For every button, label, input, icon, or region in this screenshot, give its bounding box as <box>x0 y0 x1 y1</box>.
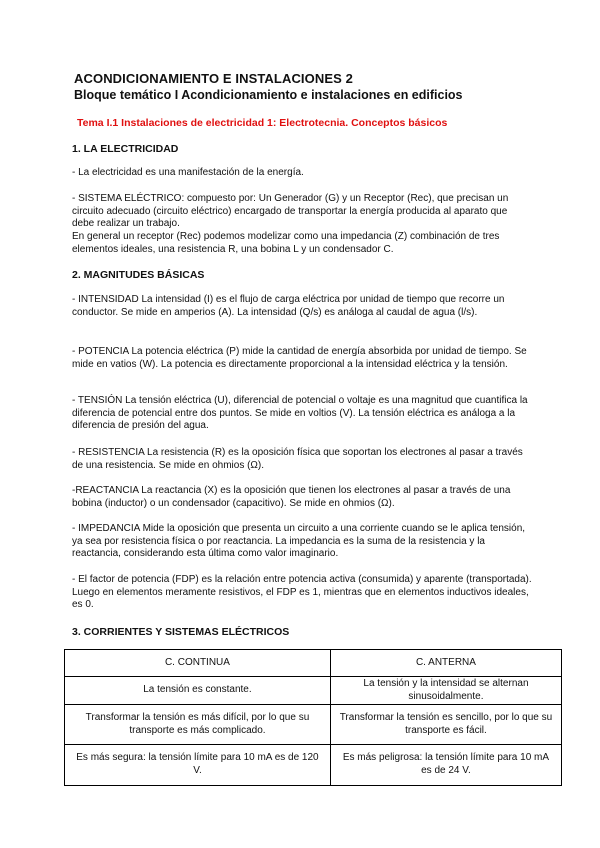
section-2-heading: 2. MAGNITUDES BÁSICAS <box>72 269 205 281</box>
table-row <box>65 745 562 786</box>
table-cell: La tensión y la intensidad se alternan sinusoidalmente. <box>330 677 561 705</box>
table-cell: Transformar la tensión es más difícil, por lo que su transporte es más complicado. <box>65 705 331 745</box>
paragraph-receptor: En general un receptor (Rec) podemos modelizar como una impedancia (Z) combinación de tres elementos ideales, una resistencia R, una bobina L y un condensador C. <box>72 231 500 255</box>
table-cell: Es más peligrosa: la tensión límite para 10 mA es de 24 V. <box>330 745 561 786</box>
document-title: ACONDICIONAMIENTO E INSTALACIONES 2 <box>74 71 353 86</box>
paragraph-impedancia: - IMPEDANCIA Mide la oposición que presenta un circuito a una corriente cuando se le aplica tensión, ya sea por resistencia física o por reactancia. La impedancia es la suma de la resistencia y la reactancia, considerando esta última como valor imaginario. <box>72 523 526 560</box>
section-1-heading: 1. LA ELECTRICIDAD <box>72 143 179 155</box>
paragraph-electricidad: - La electricidad es una manifestación de la energía. <box>72 167 304 178</box>
table-header-cell: C. CONTINUA <box>65 650 331 677</box>
paragraph-sistema-electrico: - SISTEMA ELÉCTRICO: compuesto por: Un Generador (G) y un Receptor (Rec), que precisan un circuito adecuado (circuito eléctrico) encargado de transportar la energía producida al aparato que debe realizar un trabajo. <box>72 193 509 230</box>
paragraph-potencia: - POTENCIA La potencia eléctrica (P) mide la cantidad de energía absorbida por unidad de tiempo. Se mide en vatios (W). La potencia es directamente proporcional a la intensidad eléctrica y la tensión. <box>72 346 527 370</box>
table-header-row <box>65 650 562 677</box>
paragraph-resistencia: - RESISTENCIA La resistencia (R) es la oposición física que soportan los electrones al pasar a través de una resistencia. Se mide en ohmios (Ω). <box>72 447 523 471</box>
topic-title: Tema I.1 Instalaciones de electricidad 1: Electrotecnia. Conceptos básicos <box>77 117 448 129</box>
table-row <box>65 677 562 705</box>
table-row <box>65 705 562 745</box>
comparison-table <box>64 649 562 786</box>
paragraph-factor-potencia: - El factor de potencia (FDP) es la relación entre potencia activa (consumida) y aparente (transportada). Luego en elementos meramente resistivos, el FDP es 1, mientras que en elementos inductivos ideales, es 0. <box>72 574 532 611</box>
paragraph-intensidad: - INTENSIDAD La intensidad (I) es el flujo de carga eléctrica por unidad de tiempo que recorre un conductor. Se mide en amperios (A). La intensidad (Q/s) es análoga al caudal de agua (l/s). <box>72 294 505 318</box>
document-subtitle: Bloque temático I Acondicionamiento e instalaciones en edificios <box>74 88 463 102</box>
table-cell: Es más segura: la tensión límite para 10 mA es de 120 V. <box>65 745 331 786</box>
section-3-heading: 3. CORRIENTES Y SISTEMAS ELÉCTRICOS <box>72 626 290 638</box>
paragraph-reactancia: -REACTANCIA La reactancia (X) es la oposición que tienen los electrones al pasar a través de una bobina (inductor) o un condensador (capacitivo). Se mide en ohmios (Ω). <box>72 485 511 509</box>
table-cell: Transformar la tensión es sencillo, por lo que su transporte es fácil. <box>330 705 561 745</box>
table-header-cell: C. ANTERNA <box>330 650 561 677</box>
paragraph-tension: - TENSIÓN La tensión eléctrica (U), diferencial de potencial o voltaje es una magnitud que cuantifica la diferencia de potencial entre dos puntos. Se mide en voltios (V). La tensión eléctrica es análoga a la diferencia de presión del agua. <box>72 395 528 432</box>
table-cell: La tensión es constante. <box>65 677 331 705</box>
